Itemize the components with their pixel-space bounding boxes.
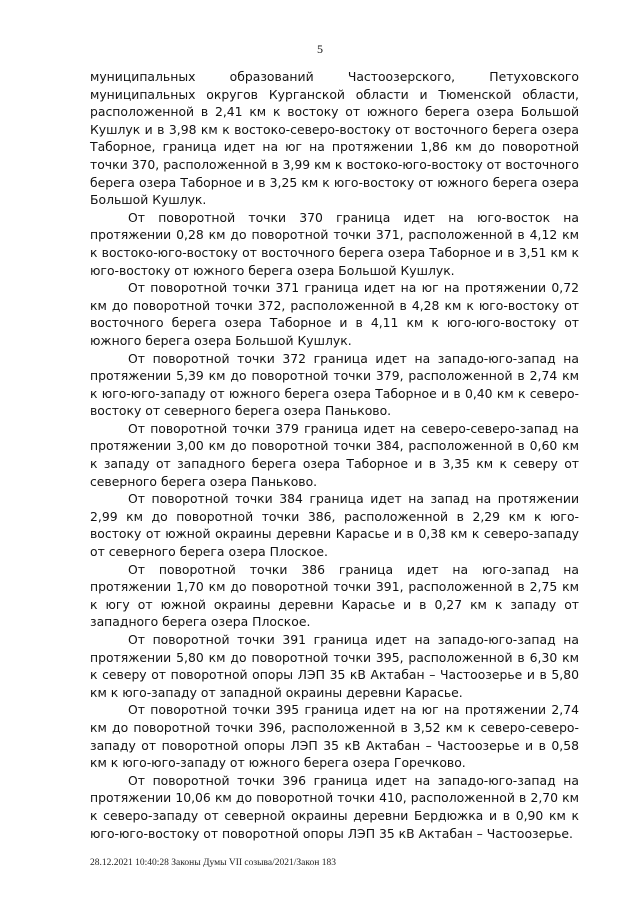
- document-body: [90, 68, 579, 842]
- paragraph-5: От поворотной точки 379 граница идет на северо-северо-запад на протяжении 3,00 км до поворотной точки 384, расположенной в 0,60 км к западу от западного берега озера Таборное и в 3,35 км к северу от северного берега озера Паньково.: [90, 420, 579, 489]
- paragraph-1: муниципальных образований Частоозерского, Петуховского муниципальных округов Курганской области и Тюменской области, расположенной в 2,41 км к востоку от южного берега озера Большой Кушлук и в 3,98 км к востоко-северо-востоку от восточного берега озера Таборное, граница идет на юг на протяжении 1,86 км до поворотной точки 370, расположенной в 3,99 км к востоко-юго-востоку от восточного берега озера Таборное и в 3,25 км к юго-востоку от южного берега озера Большой Кушлук.: [90, 69, 579, 208]
- paragraph-9: От поворотной точки 395 граница идет на юг на протяжении 2,74 км до поворотной точки 396, расположенной в 3,52 км к северо-северо-западу от поворотной опоры ЛЭП 35 кВ Актабан – Частоозерье и в 0,58 км к юго-юго-западу от южного берега озера Горечково.: [90, 702, 579, 771]
- paragraph-3: От поворотной точки 371 граница идет на юг на протяжении 0,72 км до поворотной точки 372, расположенной в 4,28 км к юго-востоку от восточного берега озера Таборное и в 4,11 км к юго-юго-востоку от южного берега озера Большой Кушлук.: [90, 280, 579, 348]
- paragraph-8: От поворотной точки 391 граница идет на западо-юго-запад на протяжении 5,80 км до поворотной точки 395, расположенной в 6,30 км к северу от поворотной опоры ЛЭП 35 кВ Актабан – Частоозерье и в 5,80 км к юго-западу от западной окраины деревни Карасье.: [90, 632, 579, 700]
- document-footer: 28.12.2021 10:40:28 Законы Думы VII созыва/2021/Закон 183: [90, 858, 336, 868]
- paragraph-4: От поворотной точки 372 граница идет на западо-юго-запад на протяжении 5,39 км до поворотной точки 379, расположенной в 2,74 км к юго-юго-западу от южного берега озера Таборное и в 0,40 км к северо-востоку от северного берега озера Паньково.: [90, 350, 579, 419]
- paragraph-10: От поворотной точки 396 граница идет на западо-юго-запад на протяжении 10,06 км до поворотной точки 410, расположенной в 2,70 км к северо-западу от северной окраины деревни Бердюжка и в 0,90 км к юго-юго-востоку от поворотной опоры ЛЭП 35 кВ Актабан – Частоозерье.: [90, 772, 579, 841]
- paragraph-2: От поворотной точки 370 граница идет на юго-восток на протяжении 0,28 км до поворотной точки 371, расположенной в 4,12 км к востоко-юго-востоку от восточного берега озера Таборное и в 3,51 км к юго-востоку от южного берега озера Большой Кушлук.: [90, 209, 579, 278]
- page-number: 5: [317, 42, 323, 56]
- paragraph-7: От поворотной точки 386 граница идет на юго-запад на протяжении 1,70 км до поворотной точки 391, расположенной в 2,75 км к югу от южной окраины деревни Карасье и в 0,27 км к западу от западного берега озера Плоское.: [90, 561, 579, 630]
- paragraph-6: От поворотной точки 384 граница идет на запад на протяжении 2,99 км до поворотной точки 386, расположенной в 2,29 км к юго-востоку от южной окраины деревни Карасье и в 0,38 км к северо-западу от северного берега озера Плоское.: [90, 491, 579, 560]
